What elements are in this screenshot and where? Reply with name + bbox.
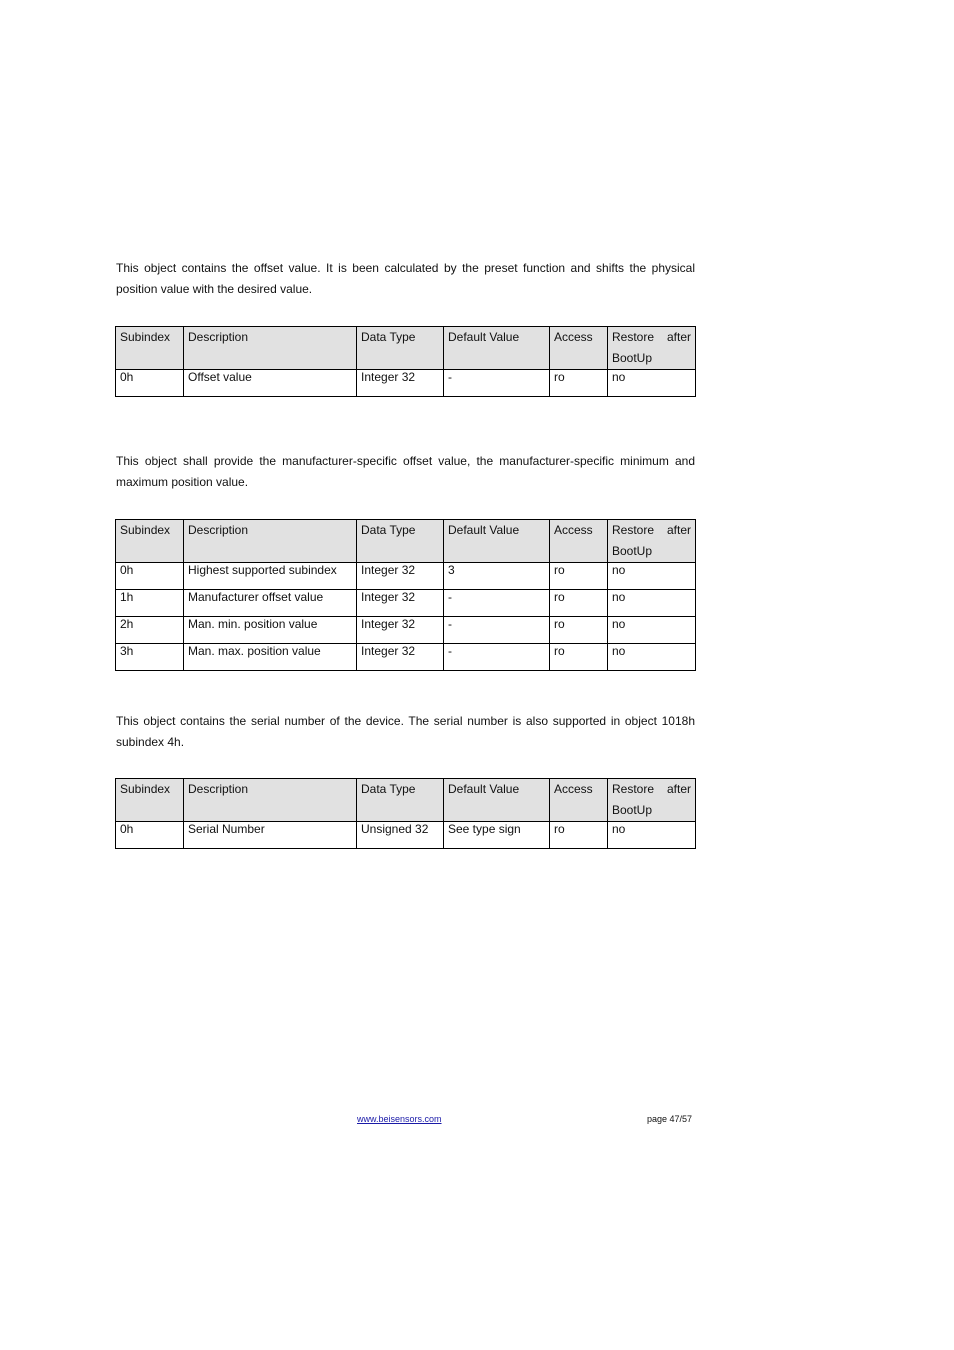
cell-default-value: -: [444, 590, 550, 617]
table-row: [116, 617, 696, 644]
cell-default-value: -: [444, 644, 550, 671]
cell-default-value: See type sign: [444, 822, 550, 849]
cell-restore: no: [608, 617, 696, 644]
section-1-table: [115, 326, 696, 397]
header-subindex: Subindex: [116, 779, 184, 822]
restore-word: Restore: [612, 782, 655, 796]
table-header-row: [116, 779, 696, 822]
header-default-value: Default Value: [444, 520, 550, 563]
cell-subindex: 0h: [116, 370, 184, 397]
cell-description: Offset value: [184, 370, 357, 397]
cell-access: ro: [550, 617, 608, 644]
cell-default-value: 3: [444, 563, 550, 590]
cell-restore: no: [608, 370, 696, 397]
cell-subindex: 3h: [116, 644, 184, 671]
table-header-row: [116, 520, 696, 563]
header-access: Access: [550, 327, 608, 370]
after-word: after: [666, 523, 691, 537]
cell-default-value: -: [444, 617, 550, 644]
header-restore-after-bootup: [608, 327, 696, 370]
header-default-value: Default Value: [444, 327, 550, 370]
table-header-row: [116, 327, 696, 370]
cell-description: Serial Number: [184, 822, 357, 849]
section-2-paragraph: This object shall provide the manufacturer-specific offset value, the manufacturer-specific minimum and maximum position value.: [116, 454, 695, 489]
cell-default-value: -: [444, 370, 550, 397]
header-data-type: Data Type: [357, 520, 444, 563]
table-row: [116, 563, 696, 590]
header-description: Description: [184, 327, 357, 370]
section-3-table: [115, 778, 696, 849]
section-1-paragraph: This object contains the offset value. It is been calculated by the preset function and shifts the physical position value with the desired value.: [116, 261, 695, 296]
cell-data-type: Integer 32: [357, 590, 444, 617]
cell-data-type: Unsigned 32: [357, 822, 444, 849]
cell-access: ro: [550, 644, 608, 671]
header-description: Description: [184, 520, 357, 563]
cell-access: ro: [550, 370, 608, 397]
header-data-type: Data Type: [357, 779, 444, 822]
cell-description: Manufacturer offset value: [184, 590, 357, 617]
cell-description: Man. min. position value: [184, 617, 357, 644]
cell-description: Man. max. position value: [184, 644, 357, 671]
cell-restore: no: [608, 563, 696, 590]
header-restore-after-bootup: [608, 520, 696, 563]
header-default-value: Default Value: [444, 779, 550, 822]
cell-subindex: 0h: [116, 822, 184, 849]
cell-data-type: Integer 32: [357, 617, 444, 644]
table-row: [116, 370, 696, 397]
cell-access: ro: [550, 590, 608, 617]
footer-website-link[interactable]: www.beisensors.com: [357, 1114, 442, 1124]
cell-restore: no: [608, 644, 696, 671]
cell-subindex: 2h: [116, 617, 184, 644]
after-word: after: [666, 782, 691, 796]
header-access: Access: [550, 520, 608, 563]
header-description: Description: [184, 779, 357, 822]
footer-page-number: page 47/57: [647, 1114, 693, 1124]
table-row: [116, 644, 696, 671]
header-subindex: Subindex: [116, 520, 184, 563]
section-3-paragraph: This object contains the serial number of the device. The serial number is also supported in object 1018h subindex 4h.: [116, 714, 695, 749]
bootup-word: BootUp: [612, 803, 653, 817]
table-row: [116, 590, 696, 617]
cell-subindex: 1h: [116, 590, 184, 617]
header-access: Access: [550, 779, 608, 822]
cell-restore: no: [608, 590, 696, 617]
cell-restore: no: [608, 822, 696, 849]
header-data-type: Data Type: [357, 327, 444, 370]
header-subindex: Subindex: [116, 327, 184, 370]
section-2-table: [115, 519, 696, 671]
restore-word: Restore: [612, 523, 655, 537]
cell-description: Highest supported subindex: [184, 563, 357, 590]
bootup-word: BootUp: [612, 544, 653, 558]
restore-word: Restore: [612, 330, 655, 344]
cell-access: ro: [550, 563, 608, 590]
cell-data-type: Integer 32: [357, 370, 444, 397]
bootup-word: BootUp: [612, 351, 653, 365]
cell-access: ro: [550, 822, 608, 849]
cell-subindex: 0h: [116, 563, 184, 590]
cell-data-type: Integer 32: [357, 644, 444, 671]
cell-data-type: Integer 32: [357, 563, 444, 590]
after-word: after: [666, 330, 691, 344]
table-row: [116, 822, 696, 849]
header-restore-after-bootup: [608, 779, 696, 822]
